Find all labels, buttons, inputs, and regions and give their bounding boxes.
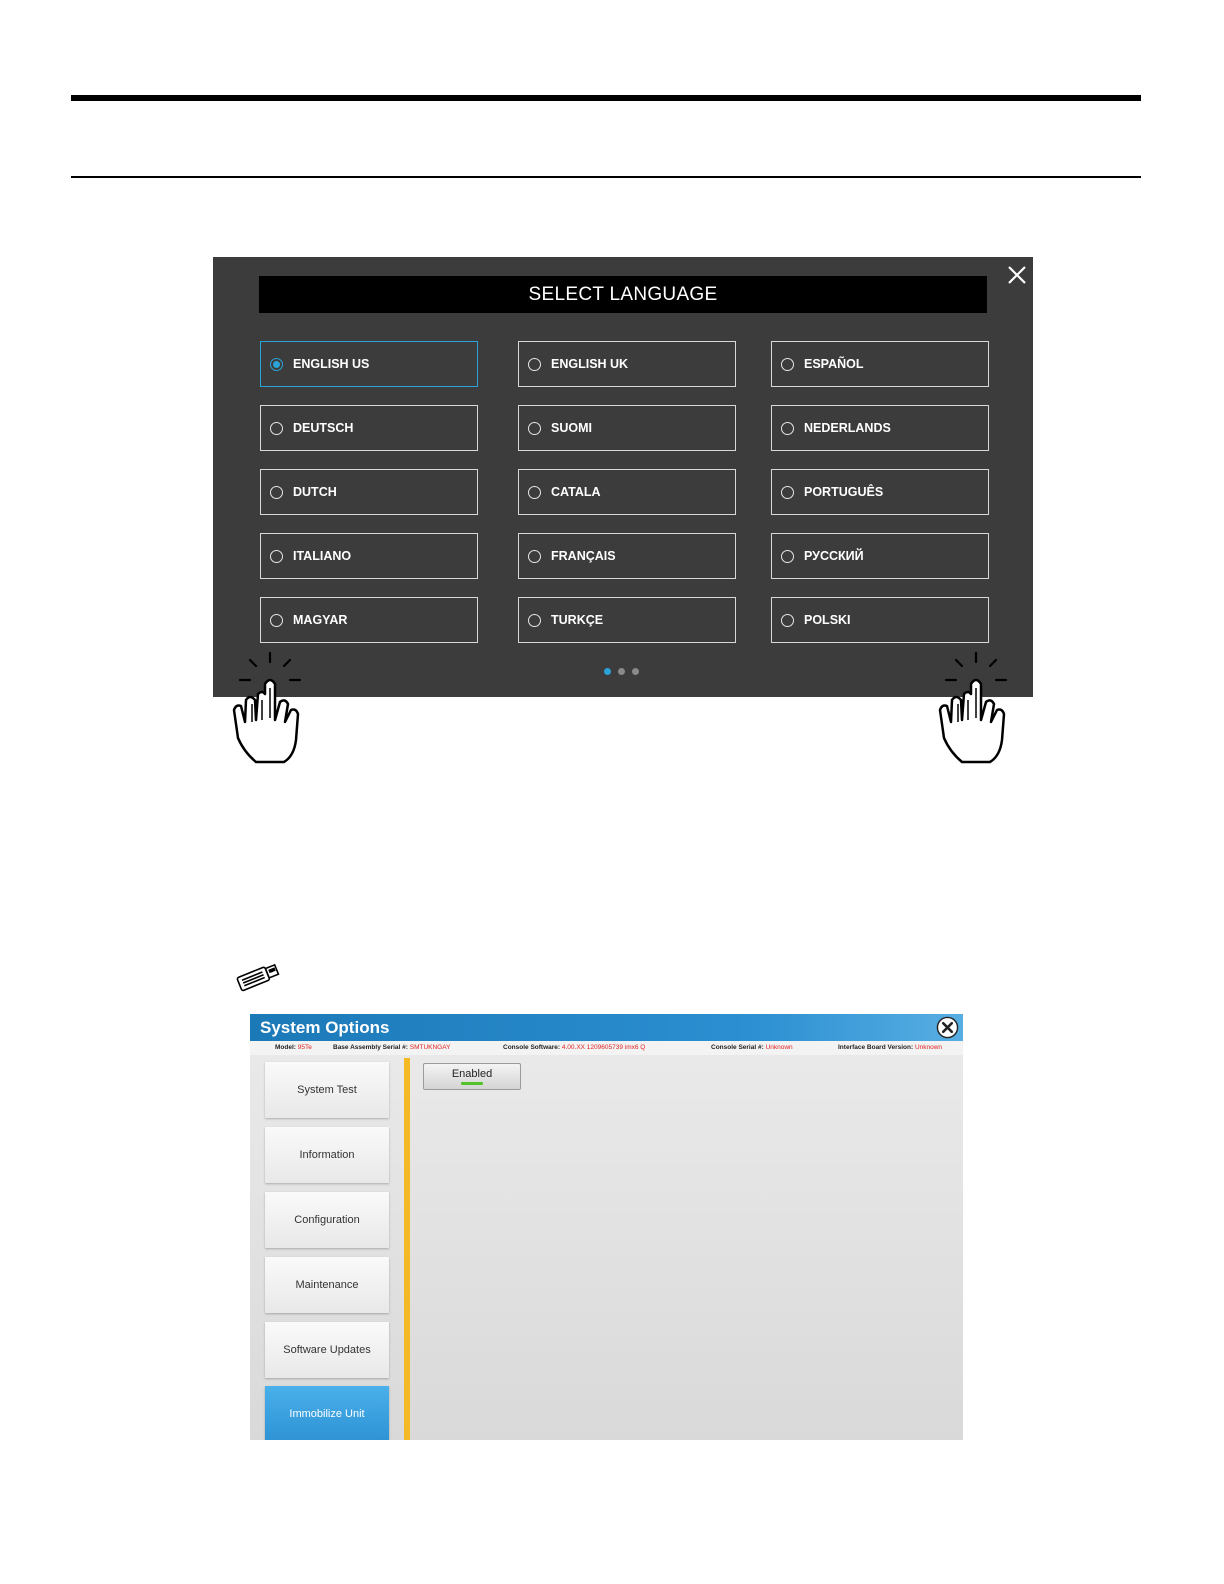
language-option-label: DEUTSCH: [293, 421, 354, 435]
radio-icon: [528, 614, 541, 627]
immobilize-toggle-button[interactable]: [423, 1063, 521, 1090]
language-option-english-uk[interactable]: [518, 341, 736, 387]
language-option-label: ITALIANO: [293, 549, 352, 563]
page-dot-active[interactable]: [604, 668, 611, 675]
usb-drive-icon: [232, 958, 284, 996]
language-option-nederlands[interactable]: [771, 405, 989, 451]
language-option-suomi[interactable]: [518, 405, 736, 451]
window-title: System Options: [260, 1017, 390, 1037]
language-option-catala[interactable]: [518, 469, 736, 515]
system-info-bar: [250, 1041, 963, 1055]
info-base-serial: Base Assembly Serial #: SMTUKNGAY: [333, 1044, 451, 1051]
info-console-software: Console Software: 4.00.XX 1209605739 imx6 Q: [503, 1044, 646, 1051]
menu-system-test[interactable]: System Test: [265, 1062, 389, 1118]
radio-icon: [270, 486, 283, 499]
radio-icon: [781, 614, 794, 627]
radio-icon: [781, 422, 794, 435]
toggle-label: Enabled: [451, 1068, 493, 1080]
radio-icon: [528, 358, 541, 371]
language-option-label: FRANÇAIS: [551, 549, 616, 563]
language-option-italiano[interactable]: [260, 533, 478, 579]
dialog-title: SELECT LANGUAGE: [259, 276, 987, 313]
menu-software-updates[interactable]: Software Updates: [265, 1322, 389, 1378]
language-option-label: ENGLISH US: [293, 357, 370, 371]
sidebar-divider: [404, 1058, 410, 1440]
language-option-portugues[interactable]: [771, 469, 989, 515]
tap-hand-icon: [228, 648, 308, 768]
radio-icon: [528, 486, 541, 499]
header-rule-thick: [71, 95, 1141, 101]
language-option-label: TURKÇE: [551, 613, 604, 627]
select-language-dialog: [213, 257, 1033, 697]
language-option-label: РУССКИЙ: [804, 549, 864, 563]
language-option-label: NEDERLANDS: [804, 421, 891, 435]
page-indicator[interactable]: [604, 668, 639, 675]
tap-hand-icon: [934, 648, 1014, 768]
language-option-deutsch[interactable]: [260, 405, 478, 451]
info-interface-board: Interface Board Version: Unknown: [838, 1044, 943, 1051]
radio-icon: [781, 358, 794, 371]
header-rule-thin: [71, 176, 1141, 178]
menu-information[interactable]: Information: [265, 1127, 389, 1183]
radio-icon: [270, 550, 283, 563]
radio-icon: [528, 550, 541, 563]
language-option-dutch[interactable]: [260, 469, 478, 515]
page-dot[interactable]: [618, 668, 625, 675]
radio-icon: [781, 486, 794, 499]
radio-icon: [270, 422, 283, 435]
language-option-turkce[interactable]: [518, 597, 736, 643]
menu-configuration[interactable]: Configuration: [265, 1192, 389, 1248]
radio-selected-icon: [270, 358, 283, 371]
radio-icon: [270, 614, 283, 627]
info-console-serial: Console Serial #: Unknown: [711, 1044, 793, 1051]
language-option-label: SUOMI: [551, 421, 592, 435]
language-option-label: PORTUGUÊS: [804, 485, 884, 499]
close-icon[interactable]: [1005, 263, 1029, 287]
window-title-bar: [250, 1014, 963, 1041]
language-option-label: POLSKI: [804, 613, 851, 627]
system-options-window: [250, 1014, 963, 1440]
language-option-label: ESPAÑOL: [804, 357, 864, 371]
menu-immobilize-unit[interactable]: Immobilize Unit: [265, 1386, 389, 1440]
language-option-polski[interactable]: [771, 597, 989, 643]
language-option-label: DUTCH: [293, 485, 337, 499]
close-icon[interactable]: [936, 1016, 959, 1039]
language-option-label: MAGYAR: [293, 613, 348, 627]
page-dot[interactable]: [632, 668, 639, 675]
language-option-english-us[interactable]: [260, 341, 478, 387]
language-option-label: CATALA: [551, 485, 601, 499]
language-option-espanol[interactable]: [771, 341, 989, 387]
language-option-francais[interactable]: [518, 533, 736, 579]
language-option-russian[interactable]: [771, 533, 989, 579]
radio-icon: [781, 550, 794, 563]
radio-icon: [528, 422, 541, 435]
info-model: Model: 95Te: [275, 1044, 312, 1051]
language-option-magyar[interactable]: [260, 597, 478, 643]
language-option-label: ENGLISH UK: [551, 357, 629, 371]
enabled-indicator: [461, 1082, 483, 1085]
menu-maintenance[interactable]: Maintenance: [265, 1257, 389, 1313]
